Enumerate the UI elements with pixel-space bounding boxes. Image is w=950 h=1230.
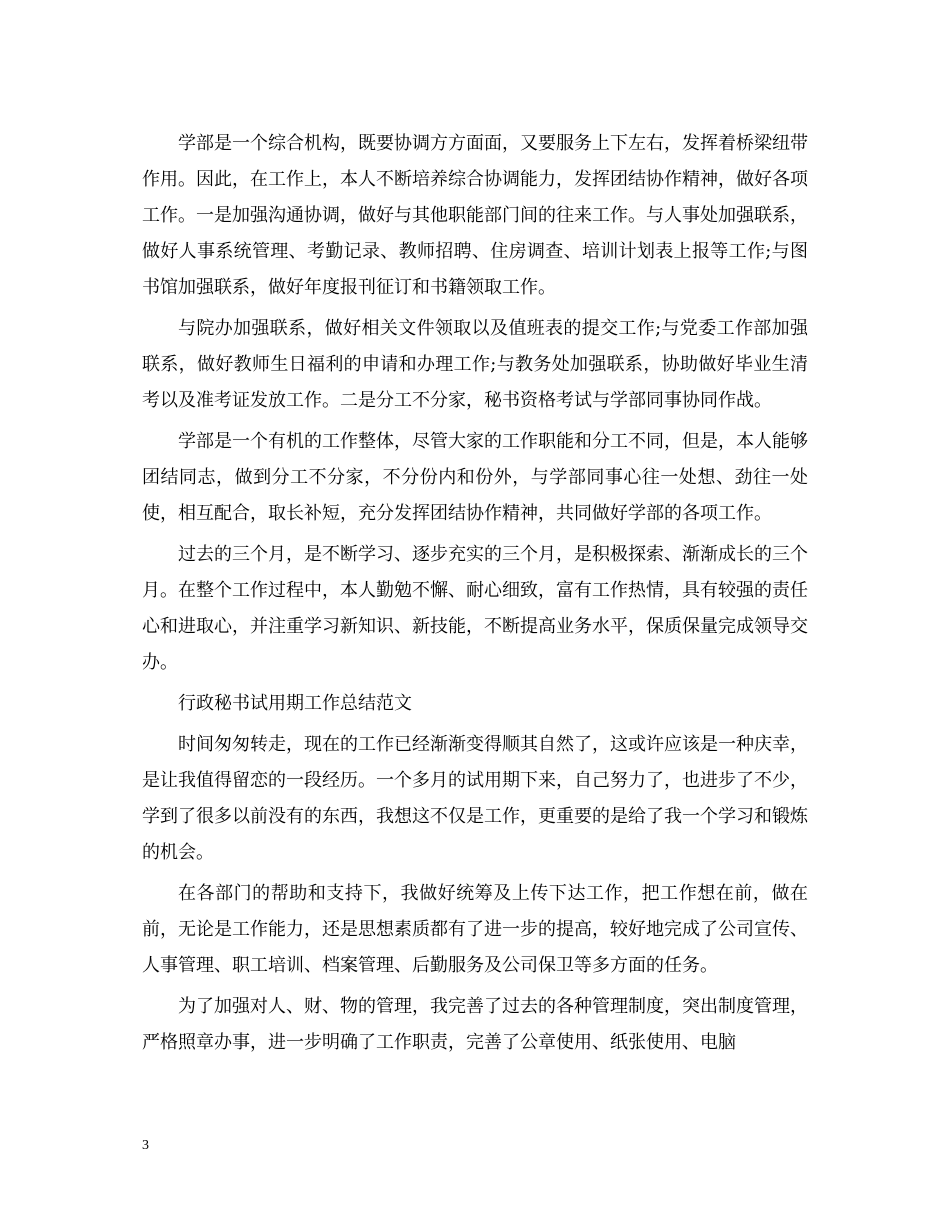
section-title: 行政秘书试用期工作总结范文: [178, 693, 412, 714]
paragraph-5: 时间匆匆转走，现在的工作已经渐渐变得顺其自然了，这或许应该是一种庆幸，是让我值得留恋的一段经历。一个多月的试用期下来，自己努力了，也进步了不少，学到了很多以前没有的东西，我想这不仅是工作，更重要的是给了我一个学习和锻炼的机会。: [142, 734, 808, 863]
document-body: [142, 126, 808, 1066]
paragraph-2: 与院办加强联系，做好相关文件领取以及值班表的提交工作;与党委工作部加强联系，做好教师生日福利的申请和办理工作;与教务处加强联系，协助做好毕业生清考以及准考证发放工作。二是分工不分家，秘书资格考试与学部同事协同作战。: [142, 318, 808, 411]
paragraph-6: 在各部门的帮助和支持下，我做好统筹及上传下达工作，把工作想在前，做在前，无论是工作能力，还是思想素质都有了进一步的提高，较好地完成了公司宣传、人事管理、职工培训、档案管理、后勤服务及公司保卫等多方面的任务。: [142, 883, 808, 976]
paragraph-1: 学部是一个综合机构，既要协调方方面面，又要服务上下左右，发挥着桥梁纽带作用。因此，在工作上，本人不断培养综合协调能力，发挥团结协作精神，做好各项工作。一是加强沟通协调，做好与其他职能部门间的往来工作。与人事处加强联系，做好人事系统管理、考勤记录、教师招聘、住房调查、培训计划表上报等工作;与图书馆加强联系，做好年度报刊征订和书籍领取工作。: [142, 133, 808, 298]
paragraph-4: 过去的三个月，是不断学习、逐步充实的三个月，是积极探索、渐渐成长的三个月。在整个工作过程中，本人勤勉不懈、耐心细致，富有工作热情，具有较强的责任心和进取心，并注重学习新知识、新技能，不断提高业务水平，保质保量完成领导交办。: [142, 544, 808, 673]
paragraph-7: 为了加强对人、财、物的管理，我完善了过去的各种管理制度，突出制度管理，严格照章办事，进一步明确了工作职责，完善了公章使用、纸张使用、电脑: [142, 996, 808, 1053]
page-number: 3: [142, 1138, 149, 1153]
paragraph-3: 学部是一个有机的工作整体，尽管大家的工作职能和分工不同，但是，本人能够团结同志，做到分工不分家，不分份内和份外，与学部同事心往一处想、劲往一处使，相互配合，取长补短，充分发挥团结协作精神，共同做好学部的各项工作。: [142, 431, 808, 524]
